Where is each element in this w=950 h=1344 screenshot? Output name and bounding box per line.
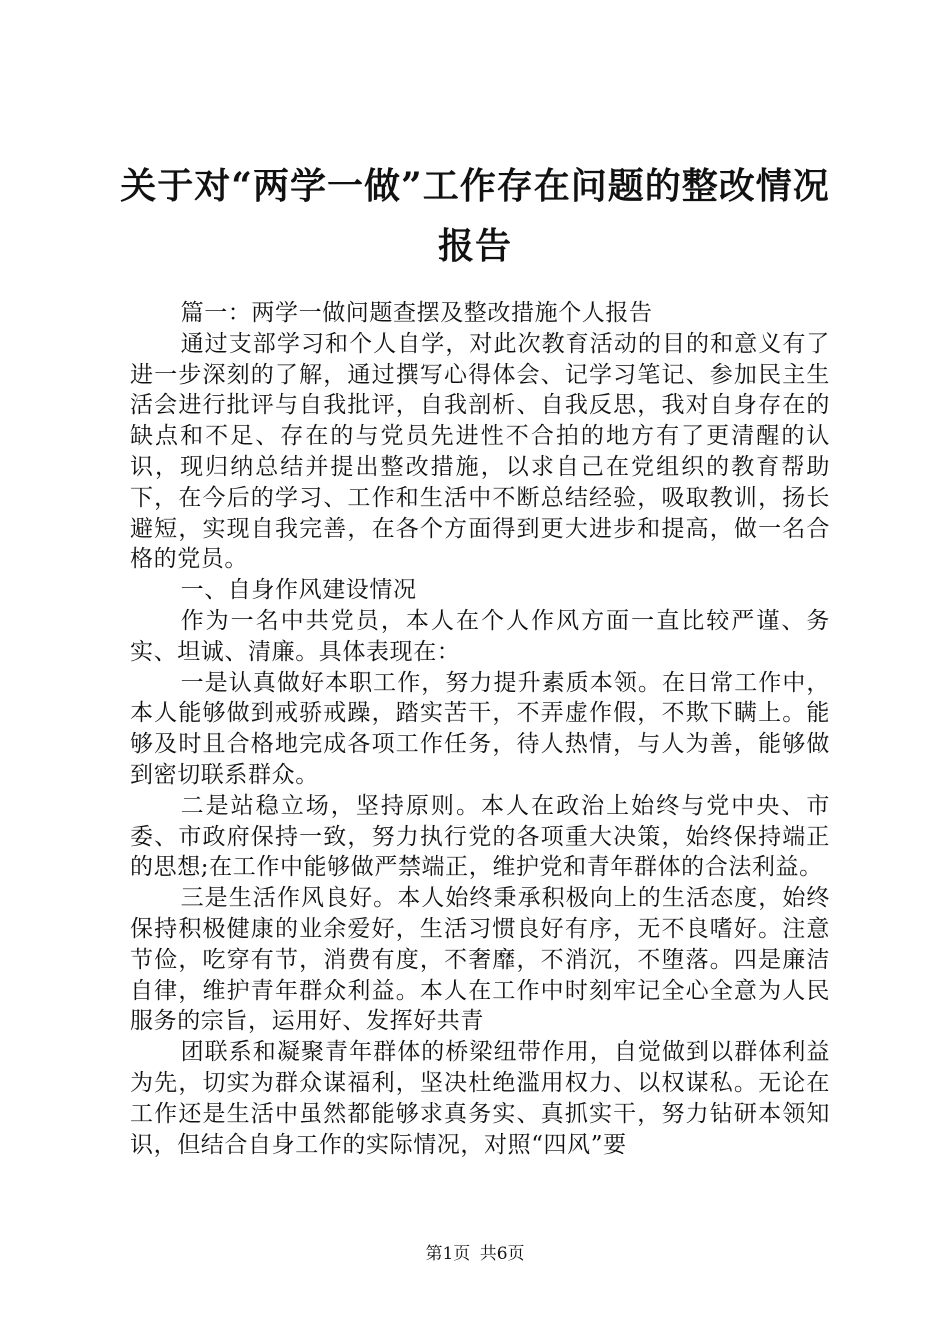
paragraph-point-two: 二是站稳立场，坚持原则。本人在政治上始终与党中央、市委、市政府保持一致，努力执行党的各项重大决策，始终保持端正的思想;在工作中能够做严禁端正，维护党和青年群体的合法利益。: [130, 792, 830, 881]
section-heading-self-style: 一、自身作风建设情况: [180, 577, 417, 604]
document-title-line-2: 报告: [437, 225, 512, 267]
page-number: 第1页: [425, 1244, 471, 1264]
section-heading-part-one: 篇一：两学一做问题查摆及整改措施个人报告: [180, 300, 653, 326]
document-title-line-1: 关于对“两学一做”工作存在问题的整改情况: [120, 165, 830, 207]
paragraph-introduction: 通过支部学习和个人自学，对此次教育活动的目的和意义有了进一步深刻的了解，通过撰写心得体会、记学习笔记、参加民主生活会进行批评与自我批评，自我剖析、自我反思，我对自身存在的缺点和不足、存在的与党员先进性不合拍的地方有了更清醒的认识，现归纳总结并提出整改措施，以求自己在党组织的教育帮助下，在今后的学习、工作和生活中不断总结经验，吸取教训，扬长避短，实现自我完善，在各个方面得到更大进步和提高，做一名合格的党员。: [130, 330, 830, 573]
paragraph-overview: 作为一名中共党员，本人在个人作风方面一直比较严谨、务实、坦诚、清廉。具体表现在：: [130, 607, 830, 665]
document-body: [130, 298, 830, 1160]
paragraph-point-three-four: 三是生活作风良好。本人始终秉承积极向上的生活态度，始终保持积极健康的业余爱好，生活习惯良好有序，无不良嗜好。注意节俭，吃穿有节，消费有度，不奢靡，不消沉，不堕落。四是廉洁自律，维护青年群众利益。本人在工作中时刻牢记全心全意为人民服务的宗旨，运用好、发挥好共青: [130, 885, 830, 1035]
page-footer: [0, 1243, 950, 1265]
paragraph-continuation: 团联系和凝聚青年群体的桥梁纽带作用，自觉做到以群体利益为先，切实为群众谋福利，坚决杜绝滥用权力、以权谋私。无论在工作还是生活中虽然都能够求真务实、真抓实干，努力钻研本领知识，但结合自身工作的实际情况，对照“四风”要: [130, 1039, 830, 1158]
page-total: 共6页: [479, 1244, 525, 1264]
paragraph-point-one: 一是认真做好本职工作，努力提升素质本领。在日常工作中，本人能够做到戒骄戒躁，踏实苦干，不弄虚作假，不欺下瞒上。能够及时且合格地完成各项工作任务，待人热情，与人为善，能够做到密切联系群众。: [130, 669, 830, 788]
